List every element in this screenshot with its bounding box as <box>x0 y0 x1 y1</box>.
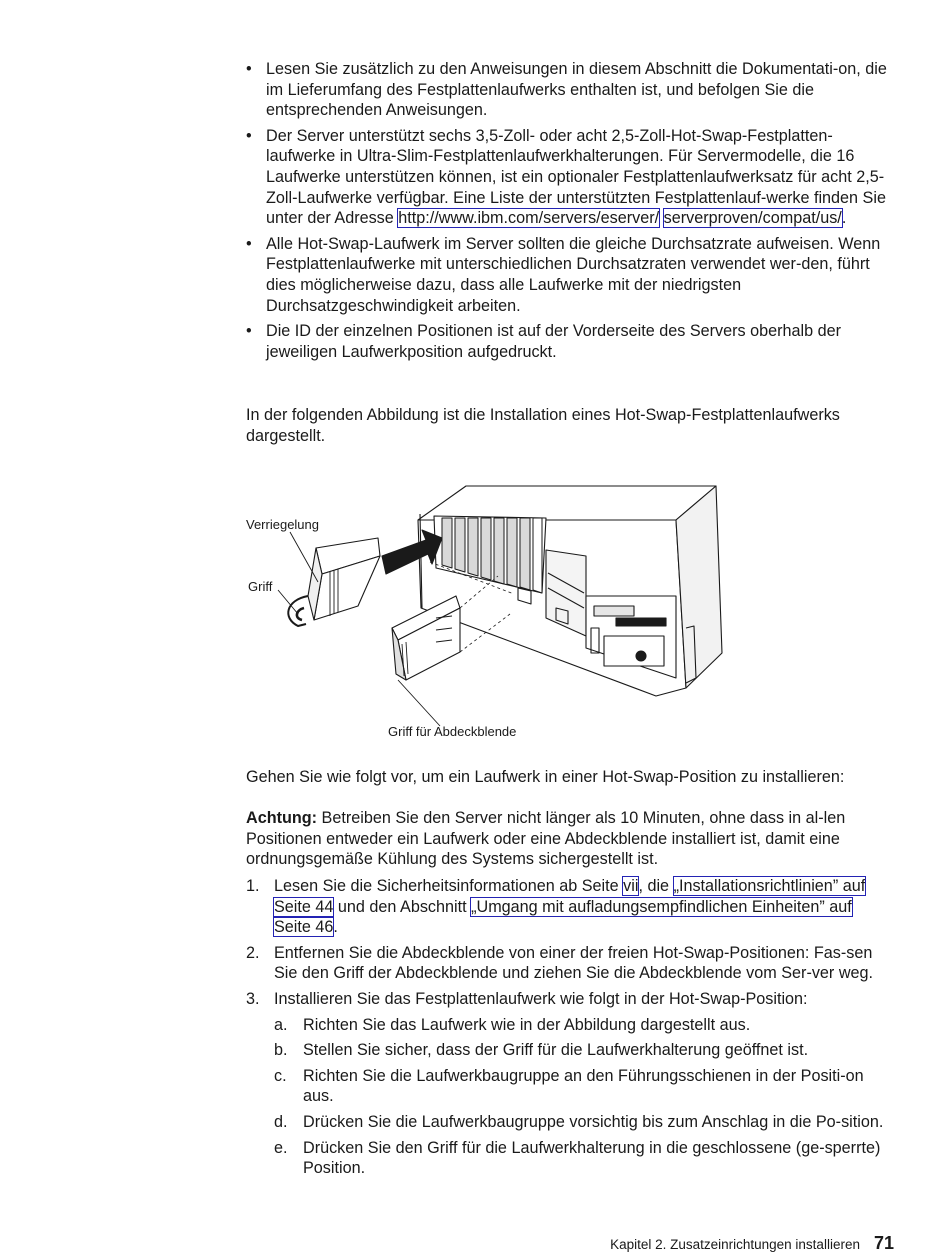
label-handle: Griff <box>248 579 273 594</box>
substep-letter: b. <box>274 1041 288 1060</box>
installation-guidelines-link[interactable]: „Installationsrichtlinien” auf Seite 44 <box>274 877 866 916</box>
attention-label: Achtung: <box>246 809 318 827</box>
substep-item <box>274 1015 892 1036</box>
list-item <box>246 59 892 121</box>
substep-text: Richten Sie das Laufwerk wie in der Abbildung dargestellt aus. <box>303 1015 751 1034</box>
substeps-list <box>274 1015 892 1179</box>
bullet-symbol: • <box>246 126 252 145</box>
step-text: und den Abschnitt <box>333 897 472 916</box>
substep-letter: d. <box>274 1112 288 1131</box>
page-number: 71 <box>873 1233 894 1253</box>
serverproven-link-part2[interactable]: serverproven/compat/us/ <box>663 209 842 228</box>
list-item-text: Die ID der einzelnen Positionen ist auf der Vorderseite des Servers oberhalb der jeweiligen Laufwerkposition aufgedruckt. <box>266 322 841 361</box>
step-text: Lesen Sie die Sicherheitsinformationen ab Seite <box>274 877 624 895</box>
list-item-text-end: . <box>841 209 847 228</box>
substep-letter: c. <box>274 1066 287 1085</box>
static-sensitive-devices-link[interactable]: „Umgang mit aufladungsempfindlichen Einheiten” auf Seite 46 <box>274 897 852 937</box>
list-item <box>246 321 892 362</box>
safety-page-link[interactable]: vii <box>623 877 639 895</box>
attention-notice <box>246 808 892 870</box>
step-text: Installieren Sie das Festplattenlaufwerk wie folgt in der Hot-Swap-Position: <box>274 989 808 1008</box>
step-item <box>246 989 892 1179</box>
substep-letter: e. <box>274 1138 288 1157</box>
step-item <box>246 876 892 938</box>
serverproven-link-part1[interactable]: http://www.ibm.com/servers/eserver/ <box>398 209 660 228</box>
step-number: 1. <box>246 877 260 895</box>
procedure-lead: Gehen Sie wie folgt vor, um ein Laufwerk in einer Hot-Swap-Position zu installieren: <box>246 768 845 786</box>
installation-steps <box>246 876 892 1184</box>
step-number: 3. <box>246 989 260 1008</box>
substep-item <box>274 1066 892 1107</box>
step-number: 2. <box>246 943 260 962</box>
substep-letter: a. <box>274 1015 288 1034</box>
list-item <box>246 126 892 229</box>
substep-item <box>274 1040 892 1061</box>
attention-text: Betreiben Sie den Server nicht länger als 10 Minuten, ohne dass in al-len Positionen entweder ein Laufwerk oder eine Abdeckblende installiert ist, damit eine ordnungsgemäße Kühlung des Systems sichergestellt ist. <box>246 809 846 869</box>
requirements-list <box>246 59 892 367</box>
list-item-text: Alle Hot-Swap-Laufwerk im Server sollten die gleiche Durchsatzrate aufweisen. Wenn Festplattenlaufwerke mit unterschiedlichen Durchsatzraten verwendet wer-den, führt dies möglicherweise dazu, dass alle Laufwerke mit der niedrigsten Durchsatzgeschwindigkeit arbeiten. <box>266 234 881 315</box>
label-latch: Verriegelung <box>246 517 319 532</box>
step-text: Entfernen Sie die Abdeckblende von einer der freien Hot-Swap-Positionen: Fas-sen Sie den Griff der Abdeckblende und ziehen Sie die Abdeckblende vom Ser-ver weg. <box>274 943 874 983</box>
bullet-symbol: • <box>246 60 252 78</box>
hot-swap-drive-illustration <box>246 478 726 740</box>
chapter-title: Kapitel 2. Zusatzeinrichtungen installieren <box>610 1237 860 1252</box>
substep-item <box>274 1112 892 1133</box>
figure-intro-paragraph: In der folgenden Abbildung ist die Installation eines Hot-Swap-Festplattenlaufwerks dargestellt. <box>246 406 840 445</box>
substep-text: Richten Sie die Laufwerkbaugruppe an den Führungsschienen in der Positi-on aus. <box>303 1066 864 1106</box>
bullet-symbol: • <box>246 234 252 253</box>
list-item-text: Lesen Sie zusätzlich zu den Anweisungen in diesem Abschnitt die Dokumentati-on, die im Lieferumfang des Festplattenlaufwerks enthalten ist, und befolgen Sie die entsprechenden Anweisungen. <box>266 60 887 120</box>
label-filler-handle: Griff für Abdeckblende <box>388 724 517 739</box>
substep-item <box>274 1138 892 1179</box>
substep-text: Drücken Sie den Griff für die Laufwerkhalterung in die geschlossene (ge-sperrte) Position. <box>303 1138 881 1178</box>
substep-text: Stellen Sie sicher, dass der Griff für die Laufwerkhalterung geöffnet ist. <box>303 1041 809 1060</box>
page-footer <box>610 1233 894 1254</box>
step-text: . <box>333 918 338 937</box>
substep-text: Drücken Sie die Laufwerkbaugruppe vorsichtig bis zum Anschlag in die Po-sition. <box>303 1112 884 1131</box>
step-item <box>246 943 892 984</box>
list-item-text: Der Server unterstützt sechs 3,5-Zoll- oder acht 2,5-Zoll-Hot-Swap-Festplatten-laufwerke in Ultra-Slim-Festplattenlaufwerkhalterungen. Für Servermodelle, die 16 Laufwerke unterstützen können, ist ein optionaler Festplattenlaufwerksatz für acht 2,5-Zoll-Laufwerke verfügbar. Eine Liste der unterstützten Festplattenlauf-werke finden Sie unter der Adresse <box>266 126 886 228</box>
bullet-symbol: • <box>246 322 252 341</box>
list-item <box>246 234 892 316</box>
step-text: , die <box>638 877 674 895</box>
